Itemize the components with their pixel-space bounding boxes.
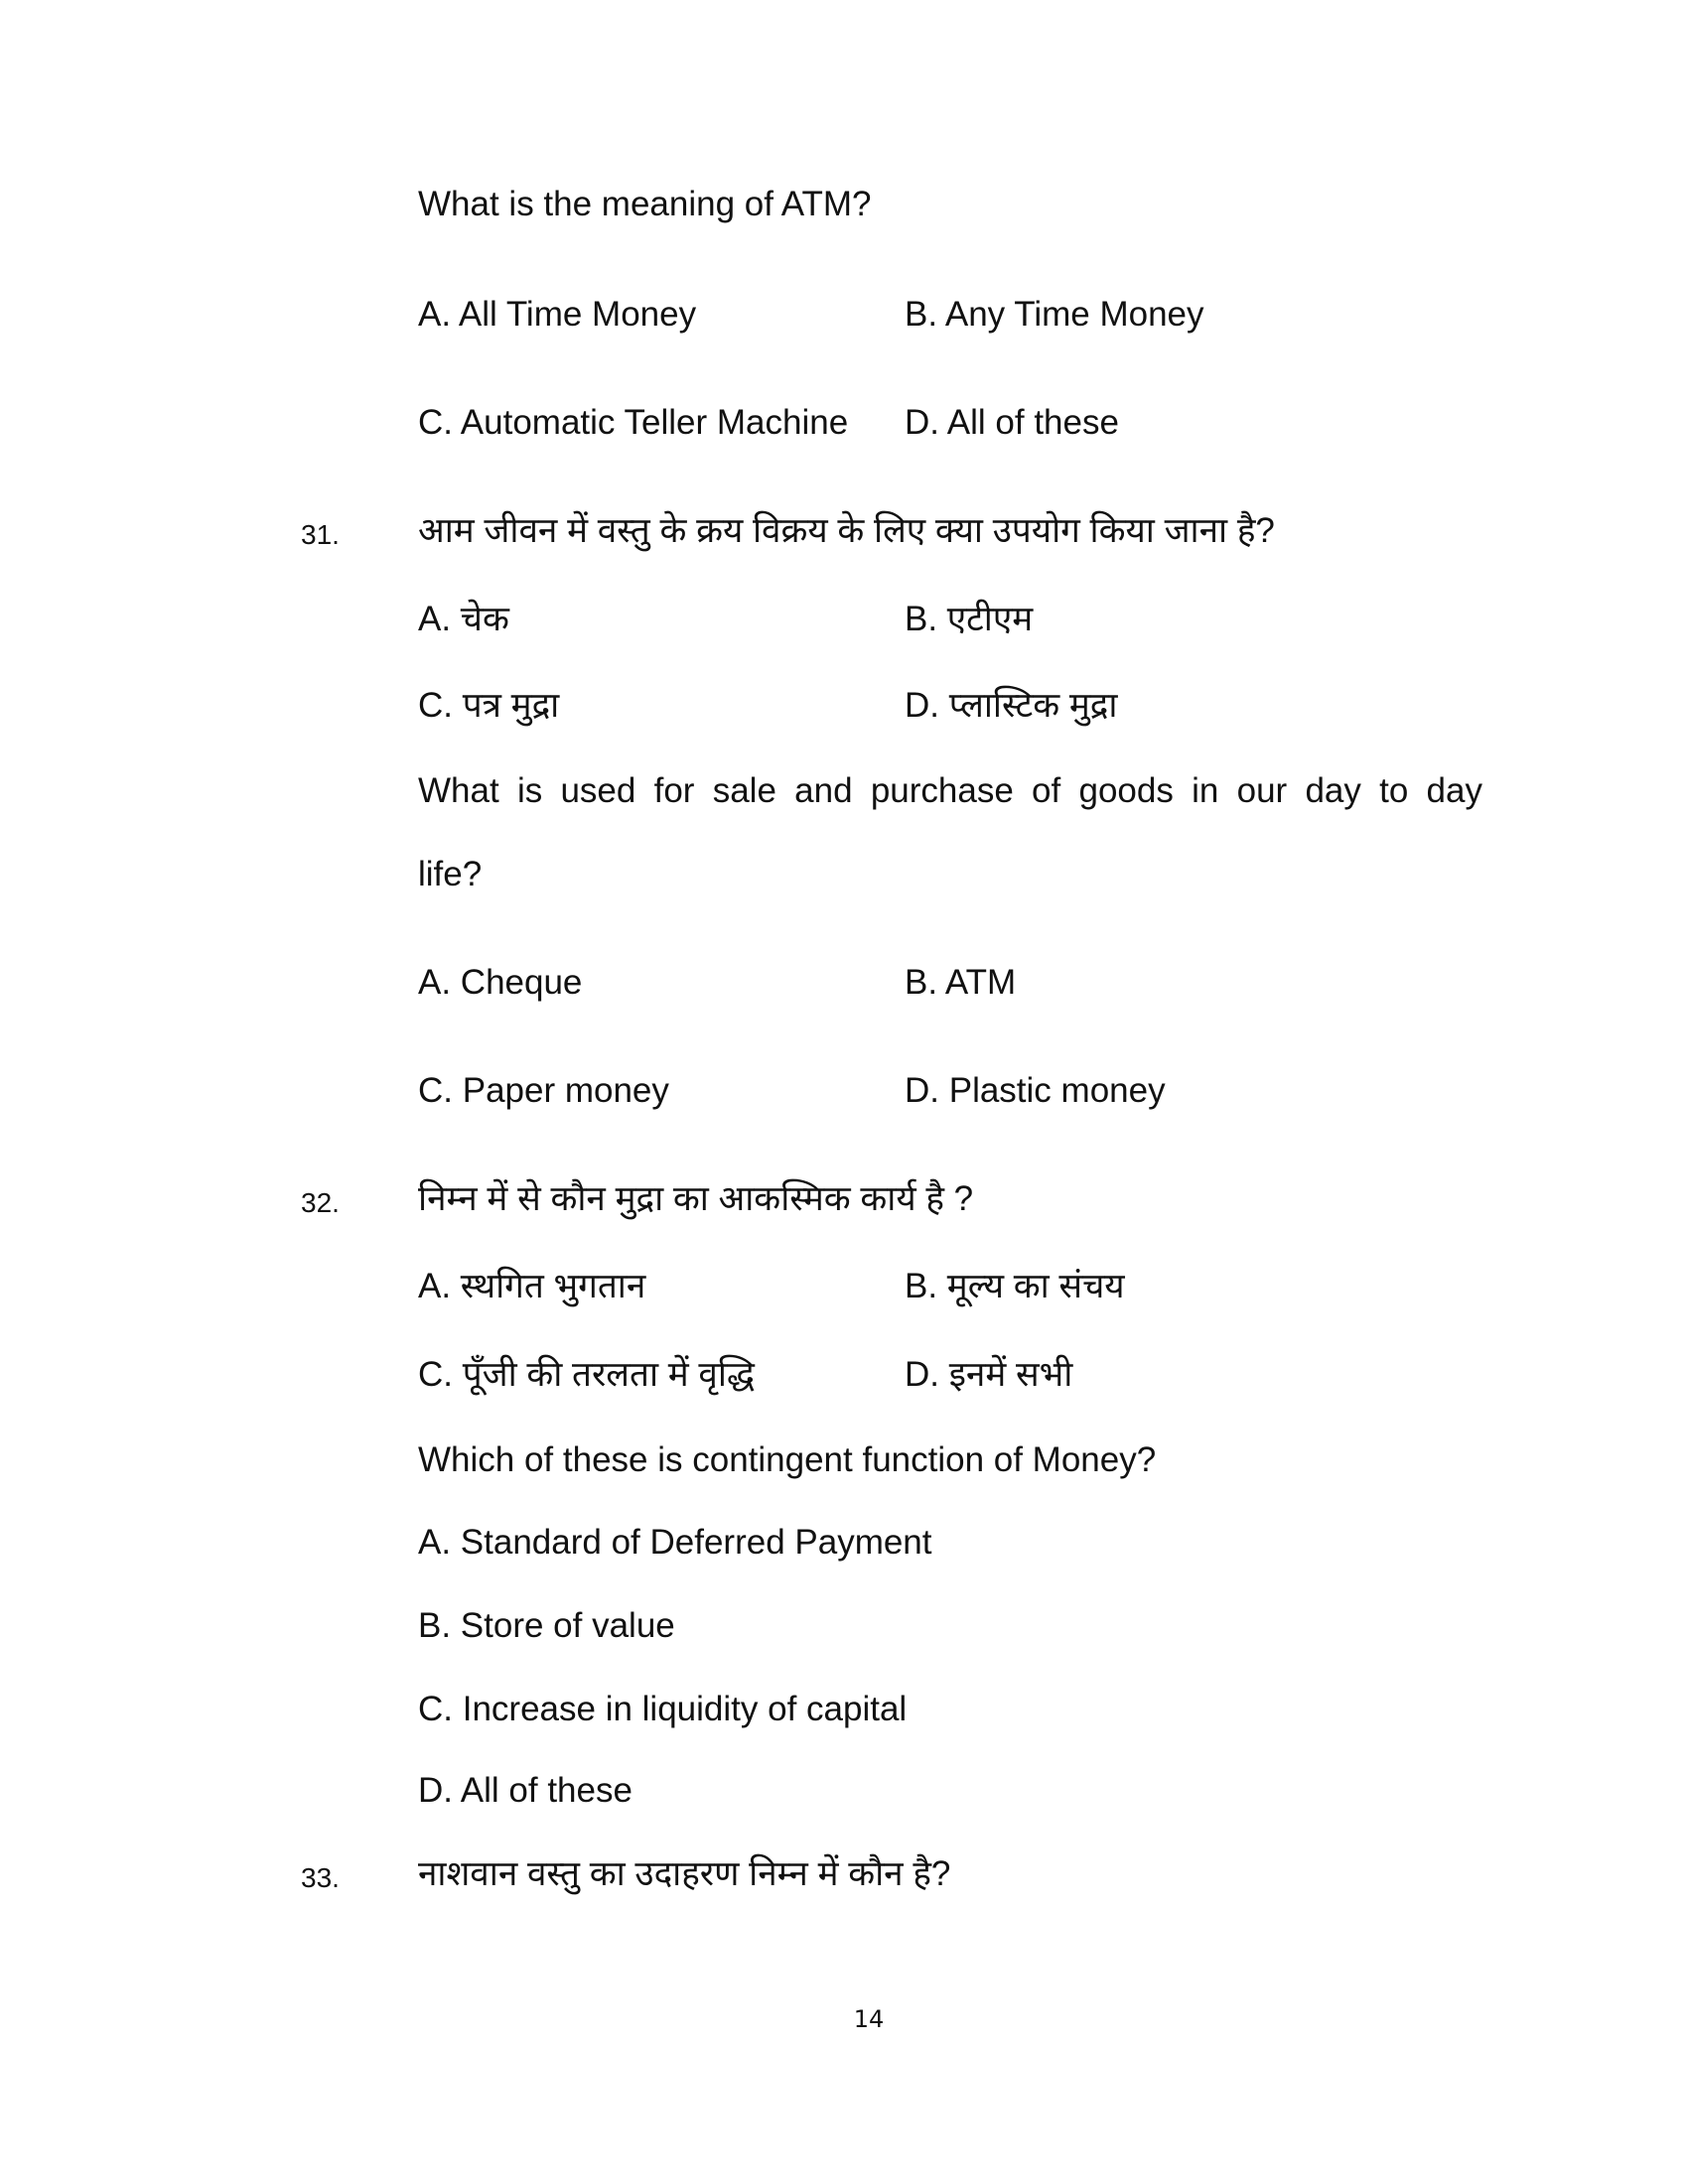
option-c: C. Paper money — [418, 1071, 669, 1110]
option-c-hindi: C. पत्र मुद्रा — [418, 686, 560, 725]
option-a-hindi: A. चेक — [418, 600, 509, 638]
option-b: B. Store of value — [418, 1606, 675, 1645]
option-d: D. All of these — [905, 403, 1119, 442]
option-b-hindi: B. एटीएम — [905, 600, 1034, 638]
option-b-hindi: B. मूल्य का संचय — [905, 1267, 1125, 1305]
question-text-hindi: नाशवान वस्तु का उदाहरण निम्न में कौन है? — [418, 1854, 951, 1893]
question-text-hindi: निम्न में से कौन मुद्रा का आकस्मिक कार्य है ? — [418, 1179, 974, 1218]
option-d: D. All of these — [418, 1771, 633, 1810]
option-a: A. Cheque — [418, 963, 583, 1002]
question-text-hindi: आम जीवन में वस्तु के क्रय विक्रय के लिए क्या उपयोग किया जाना है? — [418, 511, 1275, 550]
option-d-hindi: D. प्लास्टिक मुद्रा — [905, 686, 1118, 725]
question-text: What is the meaning of ATM? — [418, 185, 872, 223]
question-text: What is used for sale and purchase of goods in our day to day — [418, 771, 1482, 810]
option-b: B. ATM — [905, 963, 1017, 1002]
option-a-hindi: A. स्थगित भुगतान — [418, 1267, 646, 1305]
option-c-hindi: C. पूँजी की तरलता में वृद्धि — [418, 1355, 755, 1394]
option-b: B. Any Time Money — [905, 295, 1204, 334]
question-number: 32. — [301, 1187, 340, 1218]
option-a: A. Standard of Deferred Payment — [418, 1523, 932, 1562]
question-text: Which of these is contingent function of Money? — [418, 1440, 1157, 1479]
option-c: C. Automatic Teller Machine — [418, 403, 849, 442]
option-c: C. Increase in liquidity of capital — [418, 1690, 908, 1728]
option-d-hindi: D. इनमें सभी — [905, 1355, 1073, 1394]
question-number: 31. — [301, 519, 340, 550]
option-a: A. All Time Money — [418, 295, 697, 334]
question-number: 33. — [301, 1862, 340, 1893]
question-text-cont: life? — [418, 855, 483, 893]
page-number: 14 — [853, 2005, 885, 2033]
option-d: D. Plastic money — [905, 1071, 1166, 1110]
